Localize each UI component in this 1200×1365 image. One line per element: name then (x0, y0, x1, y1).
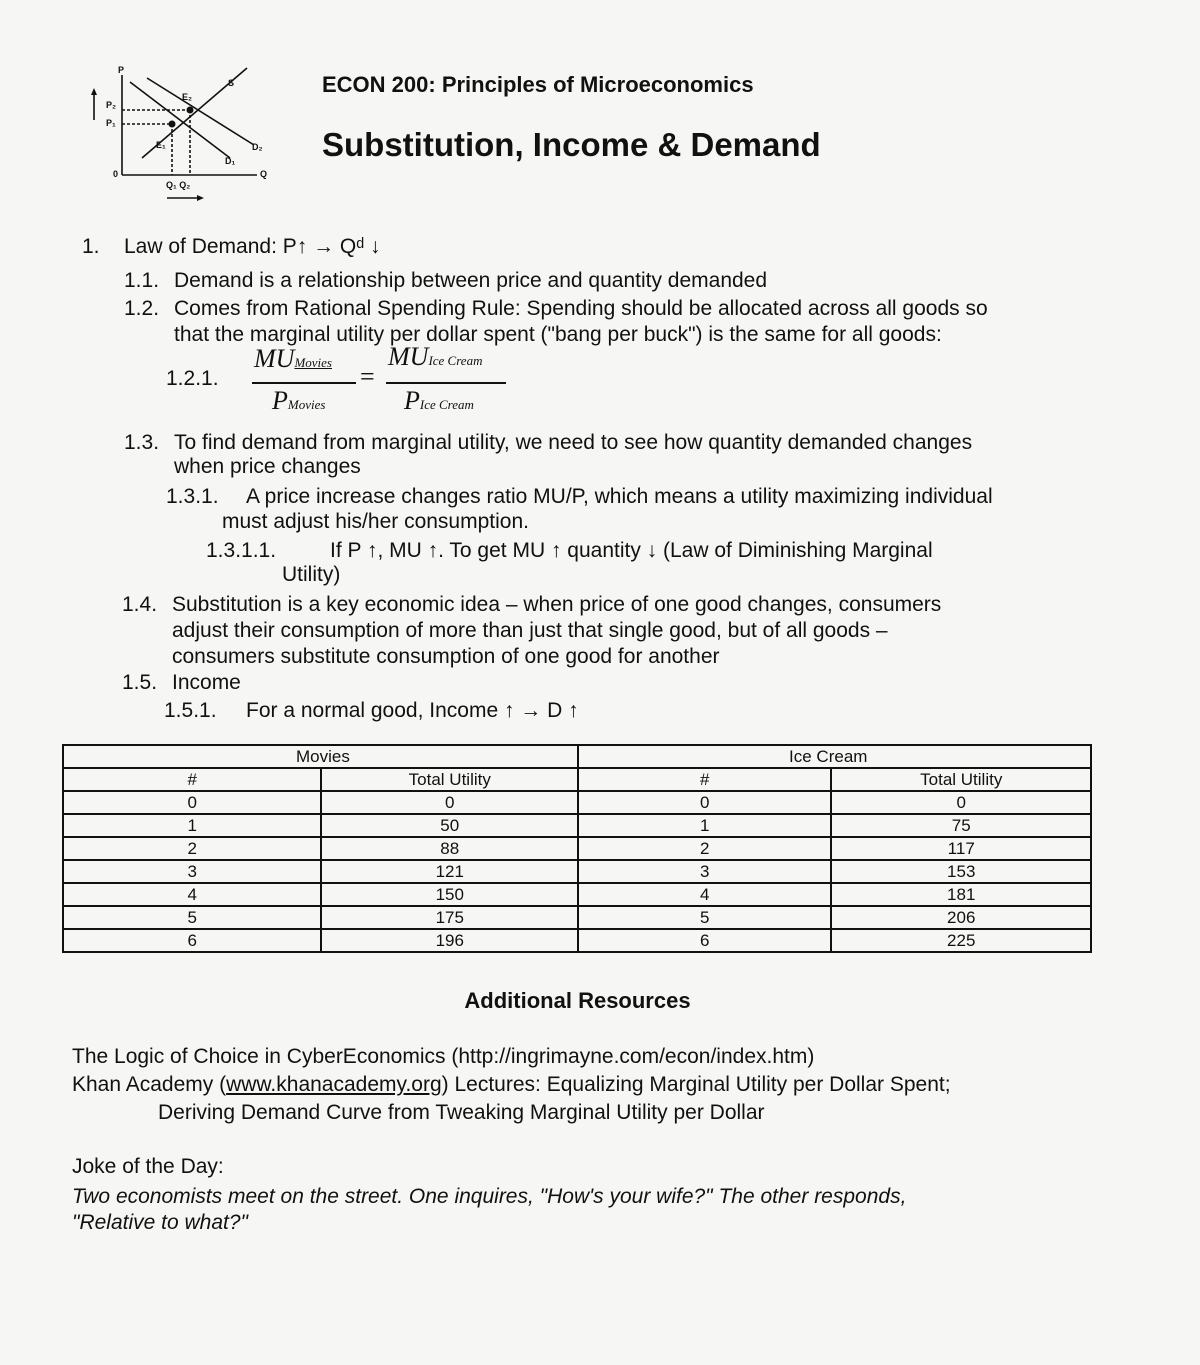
movies-total-utility: 175 (321, 906, 578, 929)
outline-item-1-2-1-number: 1.2.1. (166, 367, 219, 390)
outline-item-1-3-1-1 (206, 538, 933, 564)
table-row (63, 837, 1091, 860)
p-icecream-denominator (404, 386, 474, 416)
movies-total-utility: 121 (321, 860, 578, 883)
outline-item-1-2 (124, 296, 988, 322)
outline-item-1-2-cont: that the marginal utility per dollar spent ("bang per buck") is the same for all goods: (174, 323, 942, 346)
outline-item-1 (82, 234, 381, 260)
equals-sign (360, 362, 375, 392)
fraction-bar-ice-cream (386, 382, 506, 384)
outline-item-1-5-1 (164, 698, 579, 724)
item-number: 1.2. (124, 297, 160, 320)
ice-cream-total-utility: 225 (831, 929, 1091, 952)
item-text: If P ↑, MU ↑. To get MU ↑ quantity ↓ (Law of Diminishing Marginal (330, 539, 933, 562)
movies-quantity: 0 (63, 791, 321, 814)
ice-cream-total-utility: 117 (831, 837, 1091, 860)
movies-total-utility: 88 (321, 837, 578, 860)
ice-cream-quantity: 2 (578, 837, 831, 860)
ice-cream-total-utility: 181 (831, 883, 1091, 906)
ice-cream-total-utility-header: Total Utility (831, 768, 1091, 791)
outline-item-1-3-1-1-cont: Utility) (282, 563, 341, 586)
ice-cream-total-utility: 206 (831, 906, 1091, 929)
item-text: Income (172, 671, 241, 694)
resource-text: Khan Academy ( (72, 1073, 227, 1096)
table-row (63, 929, 1091, 952)
total-utility-table (62, 744, 1092, 953)
movies-number-header: # (63, 768, 321, 791)
movies-quantity: 2 (63, 837, 321, 860)
p1-label: P₁ (106, 118, 116, 128)
ice-cream-quantity: 4 (578, 883, 831, 906)
table-column-header-row (63, 768, 1091, 791)
outline-item-1-4-cont-2: consumers substitute consumption of one good for another (172, 645, 720, 668)
outline-item-1-3-cont: when price changes (174, 455, 361, 478)
table-group-header-row (63, 745, 1091, 768)
outline-item-1-4-cont-1: adjust their consumption of more than just that single good, but of all goods – (172, 619, 888, 642)
e2-label: E₂ (182, 92, 193, 102)
outline-item-1-4 (122, 592, 941, 618)
equilibrium-e1 (169, 121, 176, 128)
item-number: 1.5. (122, 671, 158, 694)
item-text: Demand is a relationship between price and quantity demanded (174, 269, 768, 292)
ice-cream-total-utility: 75 (831, 814, 1091, 837)
ice-cream-total-utility: 0 (831, 791, 1091, 814)
outline-item-1-3-1-cont: must adjust his/her consumption. (222, 510, 529, 533)
ice-cream-subscript: Ice Cream (419, 397, 474, 412)
ice-cream-quantity: 1 (578, 814, 831, 837)
ice-cream-total-utility: 153 (831, 860, 1091, 883)
ice-cream-header: Ice Cream (578, 745, 1091, 768)
ice-cream-number-header: # (578, 768, 831, 791)
table-row (63, 791, 1091, 814)
d1-label: D₁ (225, 156, 236, 166)
ice-cream-quantity: 3 (578, 860, 831, 883)
ice-cream-quantity: 0 (578, 791, 831, 814)
item-text: To find demand from marginal utility, we need to see how quantity demanded changes (174, 431, 973, 454)
course-title: ECON 200: Principles of Microeconomics (322, 72, 754, 97)
origin-label: 0 (113, 169, 119, 179)
p2-label: P₂ (106, 100, 117, 110)
movies-total-utility: 0 (321, 791, 578, 814)
resource-text: ) Lectures: Equalizing Marginal Utility per Dollar Spent; (441, 1073, 951, 1096)
table-row (63, 883, 1091, 906)
item-text: A price increase changes ratio MU/P, which means a utility maximizing individual (246, 485, 993, 508)
outline-item-1-1 (124, 268, 767, 294)
supply-demand-diagram-logo (82, 60, 282, 210)
movies-quantity: 6 (63, 929, 321, 952)
p-symbol: P (404, 386, 420, 415)
item-number: 1.4. (122, 593, 158, 616)
table-row (63, 906, 1091, 929)
equilibrium-e2 (187, 107, 194, 114)
ice-cream-quantity: 6 (578, 929, 831, 952)
resource-logic-of-choice: The Logic of Choice in CyberEconomics (http://ingrimayne.com/econ/index.htm) (72, 1045, 815, 1068)
ice-cream-quantity: 5 (578, 906, 831, 929)
item-number: 1.3.1. (166, 485, 219, 508)
item-number: 1.5.1. (164, 699, 217, 722)
page-title: Substitution, Income & Demand (322, 126, 821, 163)
mu-symbol: MU (254, 344, 295, 373)
movies-header: Movies (63, 745, 578, 768)
movies-total-utility: 150 (321, 883, 578, 906)
table-row (63, 814, 1091, 837)
movies-quantity: 3 (63, 860, 321, 883)
q-axis-label: Q (260, 169, 268, 179)
ice-cream-subscript: Ice Cream (428, 353, 483, 368)
s-label: S (228, 78, 235, 88)
outline-item-1-3 (124, 430, 972, 456)
movies-quantity: 5 (63, 906, 321, 929)
equals-symbol: = (360, 362, 375, 391)
movies-total-utility-header: Total Utility (321, 768, 578, 791)
movies-total-utility: 196 (321, 929, 578, 952)
p-symbol: P (272, 386, 288, 415)
e1-label: E₁ (156, 140, 166, 150)
mu-icecream-numerator (388, 342, 482, 372)
movies-total-utility: 50 (321, 814, 578, 837)
mu-movies-numerator (254, 344, 332, 374)
item-text: Substitution is a key economic idea – when price of one good changes, consumers (172, 593, 942, 616)
movies-quantity: 4 (63, 883, 321, 906)
movies-subscript: Movies (294, 355, 332, 370)
q1-q2-label: Q₁ Q₂ (166, 180, 191, 190)
item-text: Comes from Rational Spending Rule: Spending should be allocated across all goods so (174, 297, 988, 320)
outline-item-1-5 (122, 670, 241, 696)
p-axis-label: P (118, 65, 125, 75)
resource-khan-academy-cont: Deriving Demand Curve from Tweaking Marginal Utility per Dollar (158, 1101, 765, 1124)
d2-label: D₂ (252, 142, 263, 152)
movies-quantity: 1 (63, 814, 321, 837)
fraction-bar-movies (252, 382, 356, 384)
p-movies-denominator (272, 386, 325, 416)
item-text: For a normal good, Income ↑ → D ↑ (246, 699, 579, 722)
item-number: 1.3. (124, 431, 160, 454)
item-number: 1. (82, 235, 100, 258)
outline-item-1-3-1 (166, 484, 993, 510)
item-text: Law of Demand: P↑ → Qᵈ ↓ (124, 235, 381, 258)
item-number: 1.1. (124, 269, 160, 292)
joke-line-1: Two economists meet on the street. One inquires, "How's your wife?" The other responds, (72, 1185, 907, 1208)
additional-resources-heading: Additional Resources (464, 988, 691, 1013)
table-row (63, 860, 1091, 883)
joke-heading: Joke of the Day: (72, 1155, 224, 1178)
joke-line-2: "Relative to what?" (72, 1211, 248, 1234)
resource-khan-academy (72, 1072, 951, 1098)
mu-symbol: MU (388, 342, 429, 371)
item-number: 1.3.1.1. (206, 539, 277, 562)
khan-academy-link[interactable]: www.khanacademy.org (226, 1073, 442, 1096)
movies-subscript: Movies (287, 397, 326, 412)
